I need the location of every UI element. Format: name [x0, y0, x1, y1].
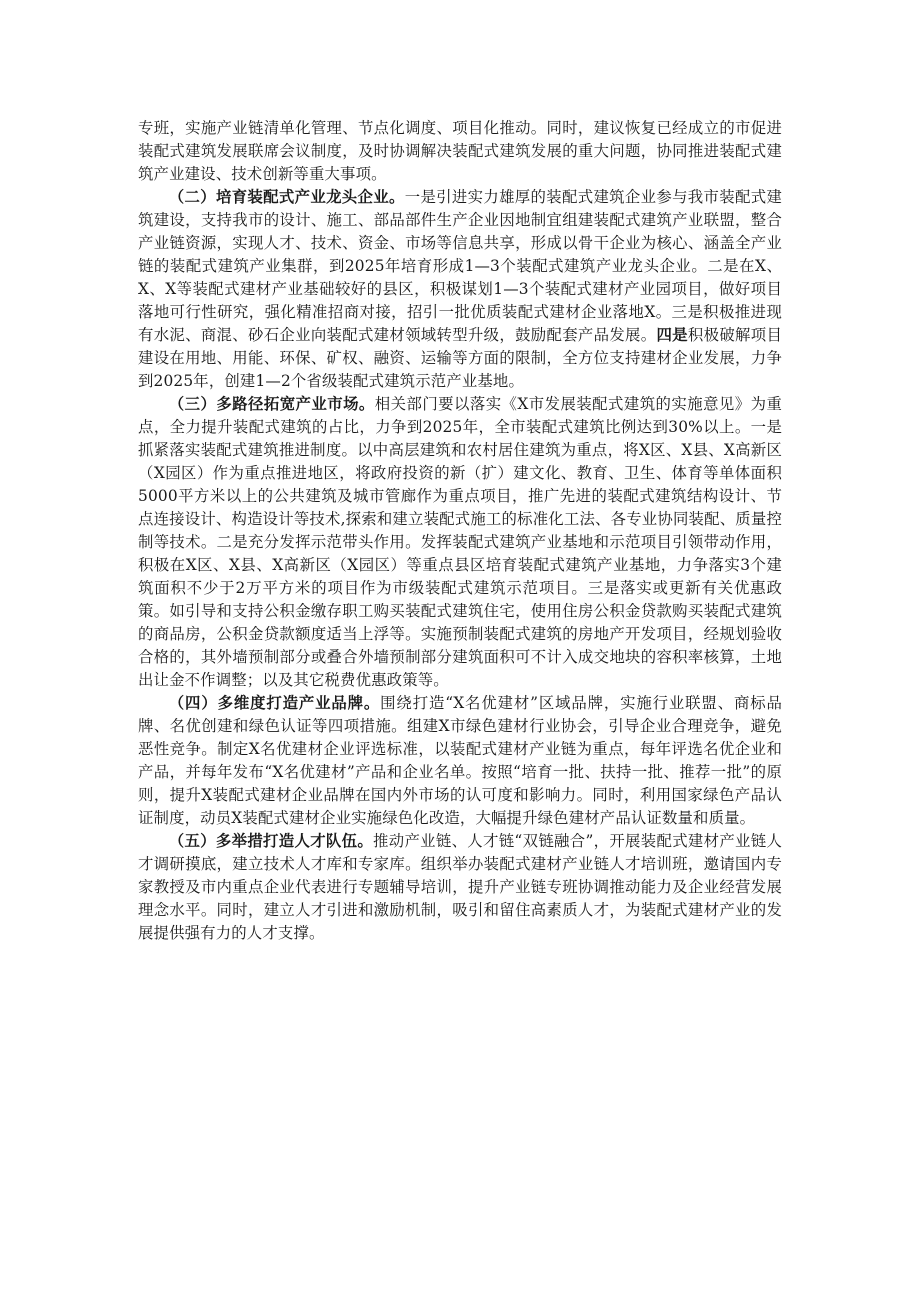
section-heading-2: （二）培育装配式产业龙头企业。	[168, 188, 405, 206]
section-heading-3: （三）多路径拓宽产业市场。	[168, 395, 375, 413]
section-emphasis-2: 四是	[656, 326, 688, 344]
paragraph-section-2	[138, 186, 782, 393]
section-heading-4: （四）多维度打造产业品牌。	[168, 694, 381, 712]
paragraph-section-3	[138, 393, 782, 692]
paragraph-section-5	[138, 830, 782, 945]
section-body-5: 推动产业链、人才链“双链融合”，开展装配式建材产业链人才调研摸底，建立技术人才库和专家库。组织举办装配式建材产业链人才培训班，邀请国内专家教授及市内重点企业代表进行专题辅导培训，提升产业链专班协调推动能力及企业经营发展理念水平。同时，建立人才引进和激励机制，吸引和留住高素质人才，为装配式建材产业的发展提供强有力的人才支撑。	[138, 832, 782, 942]
paragraph-section-4	[138, 692, 782, 830]
section-heading-5: （五）多举措打造人才队伍。	[168, 832, 374, 850]
document-page	[138, 117, 782, 945]
section-body-4: 围绕打造“X名优建材”区域品牌，实施行业联盟、商标品牌、名优创建和绿色认证等四项措施。组建X市绿色建材行业协会，引导企业合理竞争，避免恶性竞争。制定X名优建材企业评选标准，以装配式建材产业链为重点，每年评选名优企业和产品，并每年发布“X名优建材”产品和企业名单。按照“培育一批、扶持一批、推荐一批”的原则，提升X装配式建材企业品牌在国内外市场的认可度和影响力。同时，利用国家绿色产品认证制度，动员X装配式建材企业实施绿色化改造，大幅提升绿色建材产品认证数量和质量。	[138, 694, 782, 827]
paragraph-continuation: 专班，实施产业链清单化管理、节点化调度、项目化推动。同时，建议恢复已经成立的市促进装配式建筑发展联席会议制度，及时协调解决装配式建筑发展的重大问题，协同推进装配式建筑产业建设、技术创新等重大事项。	[138, 119, 782, 183]
section-body-2a: 一是引进实力雄厚的装配式建筑企业参与我市装配式建筑建设，支持我市的设计、施工、部品部件生产企业因地制宜组建装配式建筑产业联盟，整合产业链资源，实现人才、技术、资金、市场等信息共享，形成以骨干企业为核心、涵盖全产业链的装配式建筑产业集群，到2025年培育形成1—3个装配式建筑产业龙头企业。二是在X、X、X等装配式建材产业基础较好的县区，积极谋划1—3个装配式建材产业园项目，做好项目落地可行性研究，强化精准招商对接，招引一批优质装配式建材企业落地X。三是积极推进现有水泥、商混、砂石企业向装配式建材领域转型升级，鼓励配套产品发展。	[138, 188, 782, 344]
section-body-2b: 积极破解项目建设在用地、用能、环保、矿权、融资、运输等方面的限制，全方位支持建材企业发展，力争到2025年，创建1—2个省级装配式建筑示范产业基地。	[138, 326, 782, 390]
section-body-3: 相关部门要以落实《X市发展装配式建筑的实施意见》为重点，全力提升装配式建筑的占比，力争到2025年，全市装配式建筑比例达到30%以上。一是抓紧落实装配式建筑推进制度。以中高层建筑和农村居住建筑为重点，将X区、X县、X高新区（X园区）作为重点推进地区，将政府投资的新（扩）建文化、教育、卫生、体育等单体面积5000平方米以上的公共建筑及城市管廊作为重点项目，推广先进的装配式建筑结构设计、节点连接设计、构造设计等技术,探索和建立装配式施工的标准化工法、各专业协同装配、质量控制等技术。二是充分发挥示范带头作用。发挥装配式建筑产业基地和示范项目引领带动作用，积极在X区、X县、X高新区（X园区）等重点县区培育装配式建筑产业基地，力争落实3个建筑面积不少于2万平方米的项目作为市级装配式建筑示范项目。三是落实或更新有关优惠政策。如引导和支持公积金缴存职工购买装配式建筑住宅，使用住房公积金贷款购买装配式建筑的商品房，公积金贷款额度适当上浮等。实施预制装配式建筑的房地产开发项目，经规划验收合格的，其外墙预制部分或叠合外墙预制部分建筑面积可不计入成交地块的容积率核算，土地出让金不作调整；以及其它税费优惠政策等。	[138, 395, 783, 689]
